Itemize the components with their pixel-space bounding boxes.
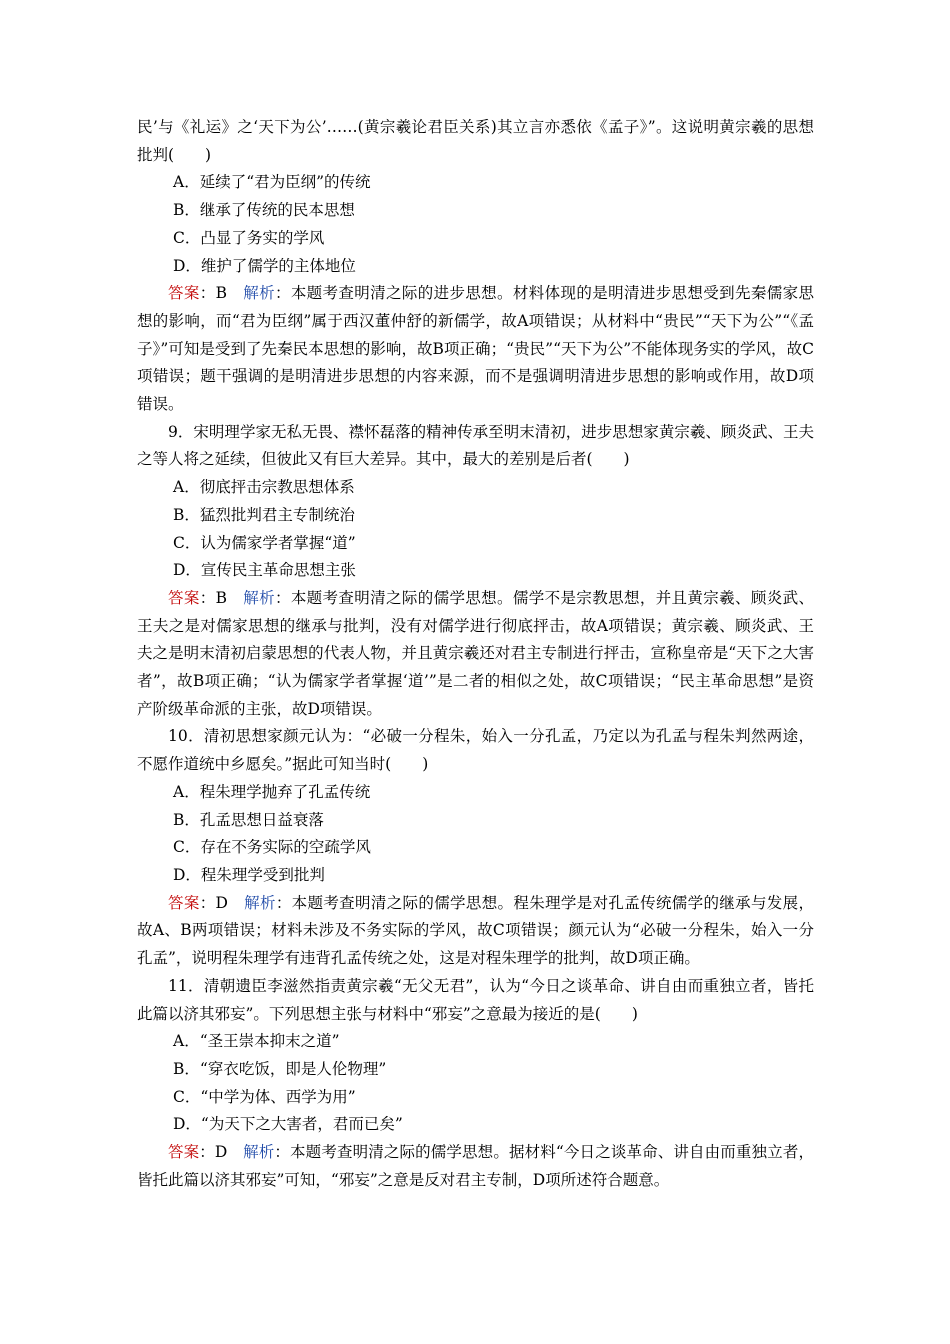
q10-option-b: B．孔孟思想日益衰落: [173, 810, 324, 829]
q9-analysis-label: 解析: [243, 588, 275, 607]
q9-answer-analysis: [137, 585, 814, 724]
q8-analysis-label: 解析: [243, 284, 275, 303]
q11-answer-label: 答案: [168, 1143, 200, 1162]
q11-option-c: C．“中学为体、西学为用”: [173, 1087, 356, 1106]
q10-stem: 10．清初思想家颜元认为：“必破一分程朱，始入一分孔孟，乃定以为孔孟与程朱判然两途，不愿作道统中乡愿矣。”据此可知当时( ): [137, 727, 814, 774]
q8-answer-analysis: [137, 280, 814, 419]
q9-option-b: B．猛烈批判君主专制统治: [173, 505, 355, 524]
q8-answer-value: ：B: [199, 284, 244, 303]
q10-answer-value: ：D: [199, 893, 245, 912]
q10-answer-analysis: [137, 890, 814, 973]
q10-option-c: C．存在不务实际的空疏学风: [173, 838, 371, 857]
q11-option-b: B．“穿衣吃饭，即是人伦物理”: [173, 1059, 387, 1078]
q10-option-a: A．程朱理学抛弃了孔孟传统: [173, 782, 371, 801]
q8-stem-tail: 民’与《礼运》之‘天下为公’……(黄宗羲论君臣关系)其立言亦悉依《孟子》”。这说明黄宗羲的思想批判( ): [137, 118, 814, 164]
q11-analysis-text: ：本题考查明清之际的儒学思想。据材料“今日之谈革命、讲自由而重独立者，皆托此篇以济其邪妄”可知，“邪妄”之意是反对君主专制，D项所述符合题意。: [137, 1143, 814, 1189]
q8-analysis-text: ：本题考查明清之际的进步思想。材料体现的是明清进步思想受到先秦儒家思想的影响，而“君为臣纲”属于西汉董仲舒的新儒学，故A项错误；从材料中“贵民”“天下为公”“《孟子》”可知是受到了先秦民本思想的影响，故B项正确；“贵民”“天下为公”不能体现务实的学风，故C项错误；题干强调的是明清进步思想的内容来源，而不是强调明清进步思想的影响或作用，故D项错误。: [137, 284, 814, 414]
q10-analysis-label: 解析: [244, 893, 276, 912]
q8-option-a: A．延续了“君为臣纲”的传统: [173, 173, 371, 192]
q8-answer-label: 答案: [168, 284, 200, 303]
q9-stem: 9．宋明理学家无私无畏、襟怀磊落的精神传承至明末清初，进步思想家黄宗羲、顾炎武、王夫之等人将之延续，但彼此又有巨大差异。其中，最大的差别是后者( ): [137, 422, 814, 469]
q8-option-c: C．凸显了务实的学风: [173, 228, 325, 247]
q11-answer-value: ：D: [199, 1143, 244, 1162]
q11-option-a: A．“圣王崇本抑末之道”: [173, 1032, 340, 1051]
q9-option-c: C．认为儒家学者掌握“道”: [173, 533, 356, 552]
q9-analysis-text: ：本题考查明清之际的儒学思想。儒学不是宗教思想，并且黄宗羲、顾炎武、王夫之是对儒家思想的继承与批判，没有对儒学进行彻底抨击，故A项错误；黄宗羲、顾炎武、王夫之是明末清初启蒙思想的代表人物，并且黄宗羲还对君主专制进行抨击，宣称皇帝是“天下之大害者”，故B项正确；“认为儒家学者掌握‘道’”是二者的相似之处，故C项错误；“民主革命思想”是资产阶级革命派的主张，故D项错误。: [137, 588, 814, 718]
q10-option-d: D．程朱理学受到批判: [173, 865, 325, 884]
q11-analysis-label: 解析: [243, 1143, 275, 1162]
q8-option-b: B．继承了传统的民本思想: [173, 201, 355, 220]
q9-option-d: D．宣传民主革命思想主张: [173, 561, 356, 580]
q9-option-a: A．彻底抨击宗教思想体系: [173, 478, 355, 497]
q11-answer-analysis: [137, 1139, 814, 1194]
q9-answer-label: 答案: [168, 588, 200, 607]
q8-option-d: D．维护了儒学的主体地位: [173, 256, 356, 275]
q10-answer-label: 答案: [168, 893, 200, 912]
q11-option-d: D．“为天下之大害者，君而已矣”: [173, 1115, 403, 1134]
q11-stem: 11．清朝遗臣李滋然指责黄宗羲“无父无君”，认为“今日之谈革命、讲自由而重独立者，皆托此篇以济其邪妄”。下列思想主张与材料中“邪妄”之意最为接近的是( ): [137, 976, 814, 1023]
q9-answer-value: ：B: [199, 588, 244, 607]
q10-analysis-text: ：本题考查明清之际的儒学思想。程朱理学是对孔孟传统儒学的继承与发展，故A、B两项错误；材料未涉及不务实际的学风，故C项错误；颜元认为“必破一分程朱，始入一分孔孟”，说明程朱理学有违背孔孟传统之处，这是对程朱理学的批判，故D项正确。: [137, 893, 814, 968]
